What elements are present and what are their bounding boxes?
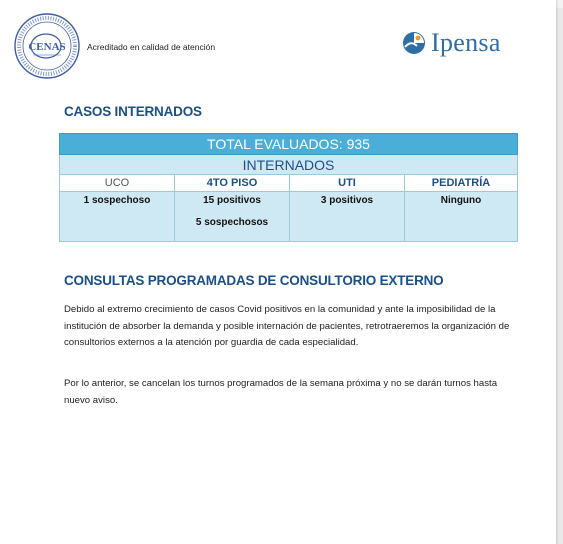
total-evaluados-cell: TOTAL EVALUADOS: 935 [60, 134, 518, 155]
table-total-row [60, 134, 518, 155]
cenas-seal-icon [13, 12, 81, 80]
column-header-4to-piso: 4TO PISO [175, 175, 290, 192]
column-header-uti: UTI [290, 175, 405, 192]
ipensa-brand-name: Ipensa [431, 28, 501, 57]
cell-4to-piso [175, 192, 290, 242]
table-subheader-row [60, 155, 518, 175]
cell-uco [60, 192, 175, 242]
cell-pediatria [405, 192, 518, 242]
column-header-pediatria: PEDIATRÍA [405, 175, 518, 192]
internados-table [59, 133, 518, 242]
cell-uti-line-1: 3 positivos [320, 195, 374, 206]
section-title-consultas: CONSULTAS PROGRAMADAS DE CONSULTORIO EXTERNO [64, 273, 444, 288]
column-header-uco: UCO [60, 175, 175, 192]
ipensa-logo [402, 28, 501, 58]
cell-4to-piso-line-1: 15 positivos [203, 195, 261, 206]
accreditation-text: Acreditado en calidad de atención [87, 42, 216, 52]
section-title-casos: CASOS INTERNADOS [64, 104, 202, 119]
cell-pediatria-line-1: Ninguno [440, 195, 482, 206]
cell-uco-line-1: 1 sospechoso [83, 195, 151, 206]
ipensa-logo-icon [402, 31, 426, 55]
table-column-header-row [60, 175, 518, 192]
table-row [60, 192, 518, 242]
paragraph-2: Por lo anterior, se cancelan los turnos programados de la semana próxima y no se darán turnos hasta nuevo aviso. [64, 378, 498, 406]
svg-text:CENAS: CENAS [28, 41, 66, 53]
cell-4to-piso-line-2: 5 sospechosos [195, 217, 269, 228]
cell-uti [290, 192, 405, 242]
paragraph-1: Debido al extremo crecimiento de casos Covid positivos en la comunidad y ante la imposibilidad de la institución de absorber la demanda y posible internación de pacientes, retrotraeremos la organización de consultorios externos a la atención por guardia de cada especialidad. [64, 304, 510, 348]
internados-header-cell: INTERNADOS [60, 155, 518, 175]
